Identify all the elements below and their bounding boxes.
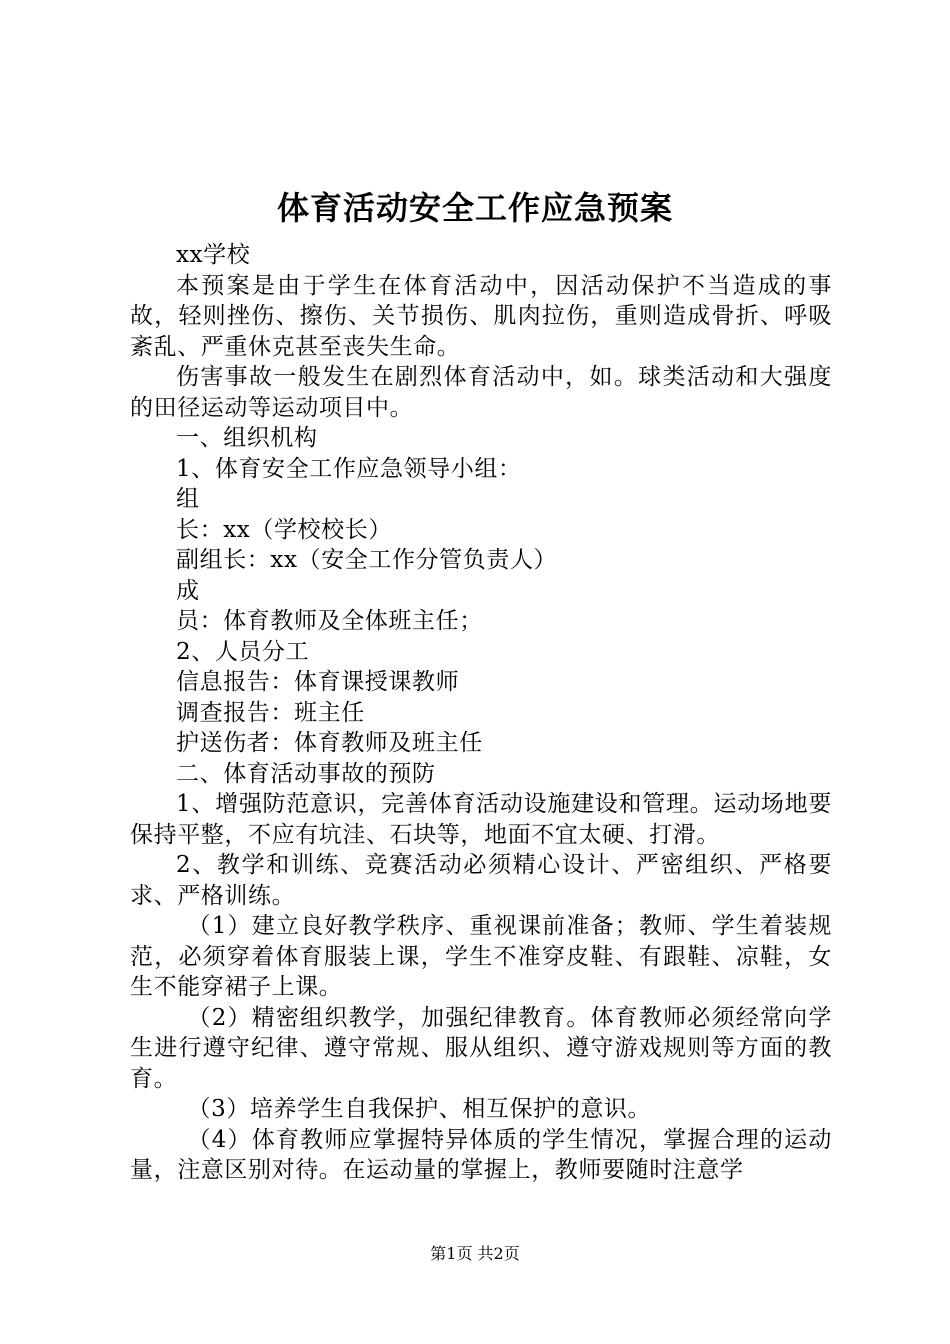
paragraph: （1）建立良好教学秩序、重视课前准备；教师、学生着装规范，必须穿着体育服装上课，学生不准穿皮鞋、有跟鞋、凉鞋，女生不能穿裙子上课。 — [130, 913, 832, 1000]
document-title: 体育活动安全工作应急预案 — [276, 189, 673, 227]
paragraph: 2、教学和训练、竞赛活动必须精心设计、严密组织、严格要求、严格训练。 — [130, 852, 832, 909]
section-heading: 一、组织机构 — [176, 425, 318, 451]
paragraph: 长：xx（学校校长） — [176, 516, 392, 543]
subsection-heading: 1、体育安全工作应急领导小组： — [176, 455, 522, 482]
paragraph: 本预案是由于学生在体育活动中，因活动保护不当造成的事故，轻则挫伤、擦伤、关节损伤、肌肉拉伤，重则造成骨折、呼吸紊乱、严重休克甚至丧失生命。 — [130, 272, 832, 360]
paragraph: 员：体育教师及全体班主任； — [176, 608, 483, 634]
paragraph: 副组长：xx（安全工作分管负责人） — [176, 547, 558, 573]
paragraph: 伤害事故一般发生在剧烈体育活动中，如。球类活动和大强度的田径运动等运动项目中。 — [130, 364, 832, 421]
paragraph: 1、增强防范意识，完善体育活动设施建设和管理。运动场地要保持平整，不应有坑洼、石块等，地面不宜太硬、打滑。 — [130, 791, 832, 848]
paragraph: 成 — [176, 577, 200, 604]
paragraph: 组 — [176, 486, 200, 512]
paragraph: 护送伤者：体育教师及班主任 — [176, 730, 483, 756]
paragraph: 信息报告：体育课授课教师 — [176, 669, 460, 695]
school-name: xx学校 — [176, 242, 251, 268]
paragraph: （2）精密组织教学，加强纪律教育。体育教师必须经常向学生进行遵守纪律、遵守常规、服从组织、遵守游戏规则等方面的教育。 — [130, 1004, 832, 1092]
document-body — [130, 240, 832, 1186]
paragraph: （3）培养学生自我保护、相互保护的意识。 — [187, 1096, 652, 1122]
paragraph: 调查报告：班主任 — [176, 699, 365, 726]
page-footer: 第1页 共2页 — [430, 1244, 520, 1263]
subsection-heading: 2、人员分工 — [176, 638, 310, 665]
paragraph: （4）体育教师应掌握特异体质的学生情况，掌握合理的运动量，注意区别对待。在运动量的掌握上，教师要随时注意学 — [130, 1126, 832, 1183]
section-heading: 二、体育活动事故的预防 — [176, 760, 436, 787]
